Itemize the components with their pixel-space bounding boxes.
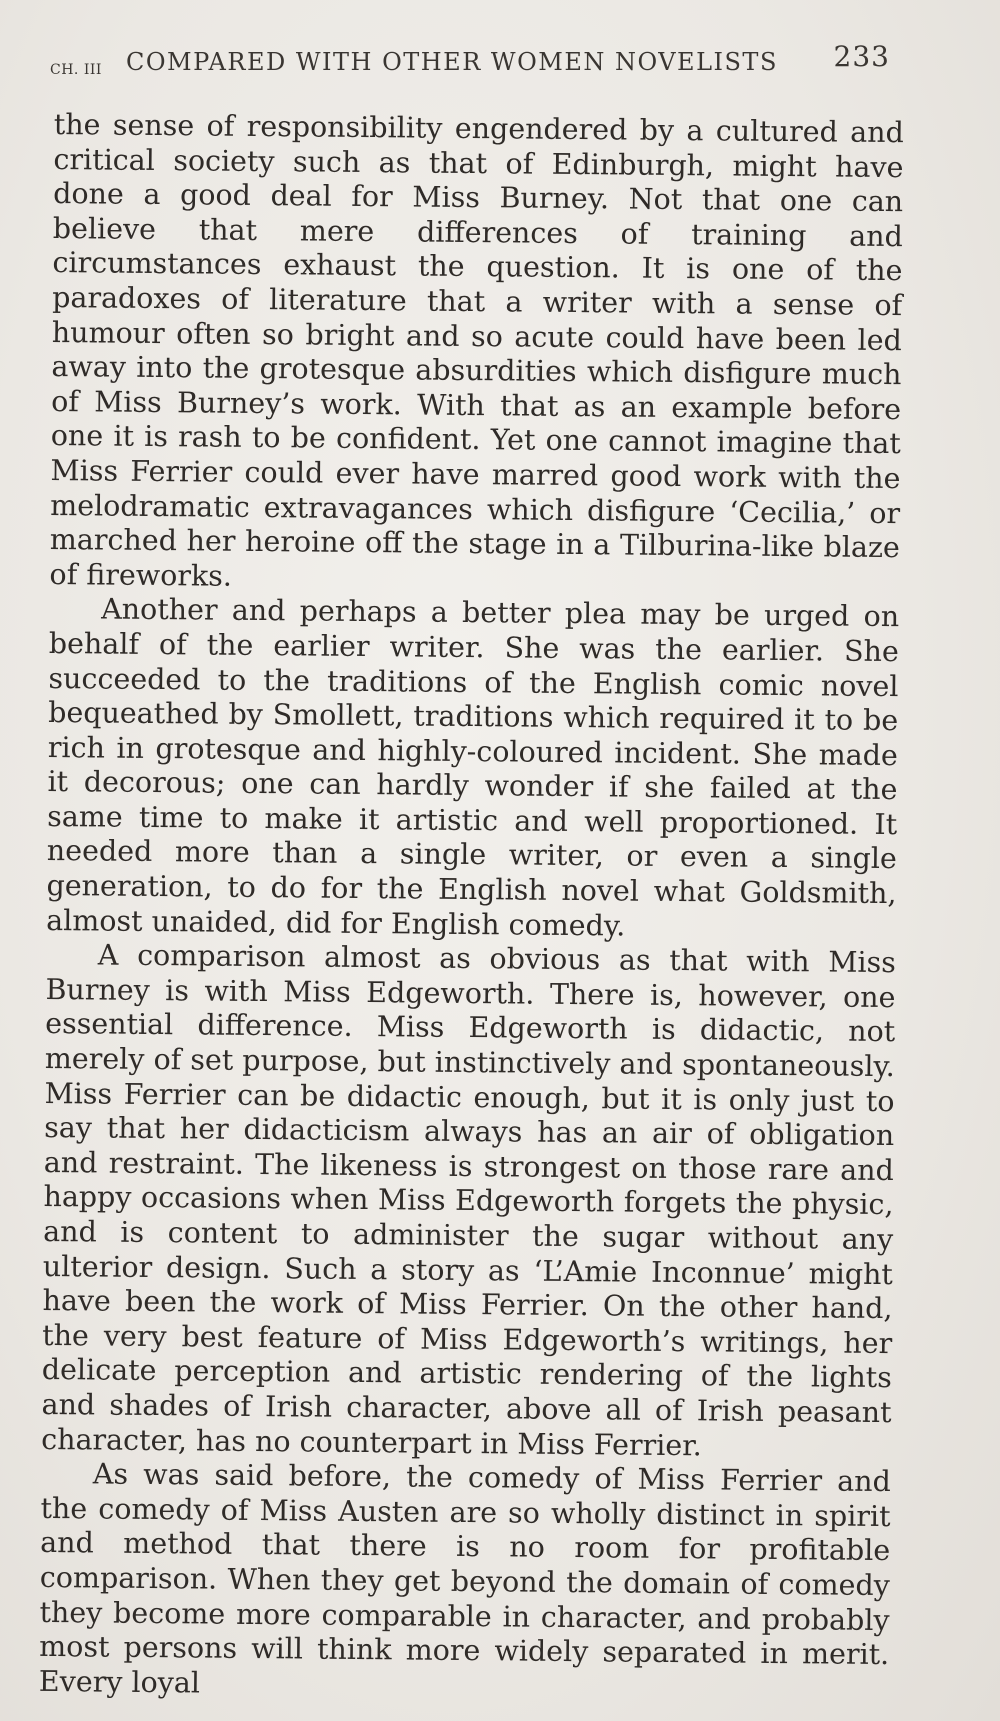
paragraph-1: the sense of responsibility engendered by a cultured and critical society such as that of Edinburgh, might have done a good deal for Miss Burney. Not that one can believe that mere differences of training and circumstances exhaust the question. It is one of the paradoxes of literature that a writer with a sense of humour often so bright and so acute could have been led away into the grotesque absurdities which disfigure much of Miss Burney’s work. With that as an example before one it is rash to be confident. Yet one cannot imagine that Miss Ferrier could ever have marred good work with the melodramatic extravagances which disfigure ‘Cecilia,’ or marched her heroine off the stage in a Tilburina-like blaze of fireworks.	[49, 108, 904, 593]
page-number: 233	[833, 40, 890, 73]
paragraph-4: As was said before, the comedy of Miss Ferrier and the comedy of Miss Austen are so wholly distinct in spirit and method that there is no room for profitable comparison. When they get beyond the domain of comedy they become more comparable in character, and probably most persons will think more widely separated in merit. Every loyal	[38, 1457, 892, 1700]
running-title: COMPARED WITH OTHER WOMEN NOVELISTS	[126, 48, 778, 76]
paragraph-2: Another and perhaps a better plea may be urged on behalf of the earlier writer. She was the earlier. She succeeded to the traditions of the English comic novel bequeathed by Smollett, traditions which required it to be rich in grotesque and highly-coloured incident. She made it decorous; one can hardly wonder if she failed at the same time to make it artistic and well proportioned. It needed more than a single writer, or even a single generation, to do for the English novel what Goldsmith, almost unaided, did for English comedy.	[46, 592, 900, 943]
body-text	[39, 108, 904, 1707]
paragraph-3: A comparison almost as obvious as that with Miss Burney is with Miss Edgeworth. There is, however, one essential difference. Miss Edgeworth is didactic, not merely of set purpose, but instinctively and spontaneously. Miss Ferrier can be didactic enough, but it is only just to say that her didacticism always has an air of obligation and restraint. The likeness is strongest on those rare and happy occasions when Miss Edgeworth forgets the physic, and is content to administer the sugar without any ulterior design. Such a story as ‘L’Amie Inconnue’ might have been the work of Miss Ferrier. On the other hand, the very best feature of Miss Edgeworth’s writings, her delicate perception and artistic rendering of the lights and shades of Irish character, above all of Irish peasant character, has no counterpart in Miss Ferrier.	[41, 938, 896, 1462]
running-head	[50, 40, 890, 90]
chapter-label: CH. III	[50, 62, 102, 78]
